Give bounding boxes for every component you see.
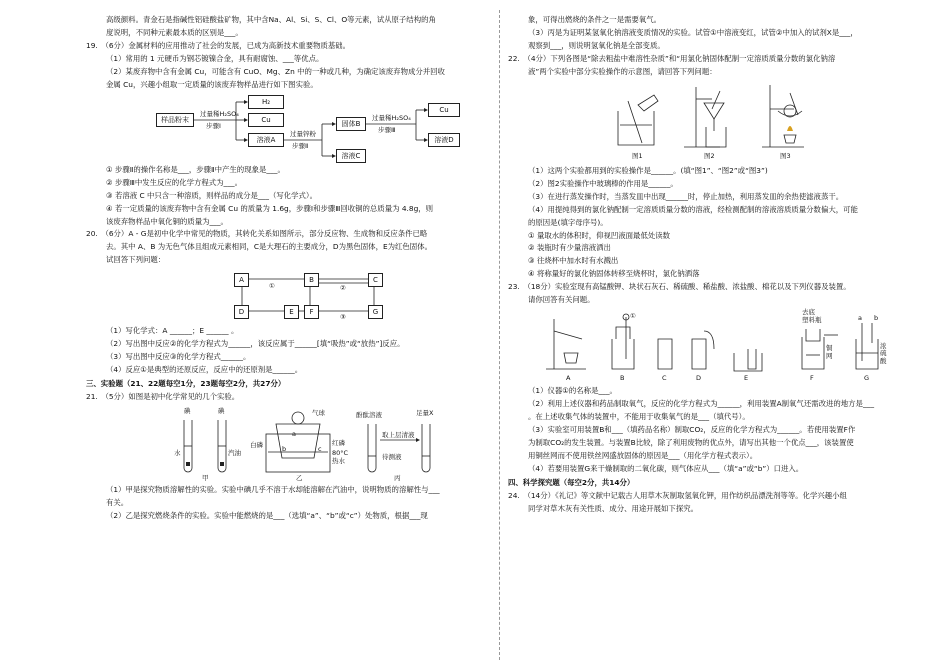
device-d-label: D [696, 374, 702, 383]
device-g-label: G [864, 374, 870, 383]
text-line: 去。其中 A、B 为无色气体且组成元素相同，C是大理石的主要成分，D为黑色固体，E为红色固体。 [106, 242, 432, 252]
text-line: ④ 若一定质量的该废弃物中含有金属 Cu 的质量为 1.6g，步骤Ⅰ和步骤Ⅲ回收铜的总质量为 4.8g，则 [106, 203, 434, 213]
box-e: E [284, 305, 299, 319]
figure-label-bing: 丙 [394, 474, 401, 483]
text-line: ③ 若溶液 C 中只含一种溶质，则样品的成分是___（写化学式）。 [106, 190, 317, 200]
acid-label: 过量稀H₂SO₄ [372, 113, 411, 122]
port-a-label: a [858, 314, 862, 323]
device-e-label: E [744, 374, 749, 383]
column-divider [499, 10, 500, 660]
step-label: 步骤Ⅰ [206, 121, 221, 130]
solution-c-box: 溶液C [336, 149, 366, 163]
hot-water-label: 80°C 热水 [332, 449, 349, 465]
option-line: ④ 将称量好的氯化钠固体转移至烧杯时，氯化钠洒落 [528, 269, 700, 279]
q20-relation-diagram [86, 269, 490, 323]
box-d: D [234, 305, 249, 319]
text-line: 为制取CO₂的发生装置。与装置B比较，除了利用废物的优点外，请写出其他一个优点___，该装置使 [528, 438, 854, 448]
text-line: 该废弃物样品中氧化铜的质量为___。 [106, 216, 228, 226]
text-line: （2）乙是探究燃烧条件的实验。实验中能燃烧的是___（选填“a”、“b”或“c”）处物质，根据___现 [106, 510, 428, 520]
experiment-drawings [86, 406, 490, 482]
box-g: G [368, 305, 383, 319]
step-label: 步骤Ⅱ [292, 141, 309, 150]
q19-flow-chart [86, 94, 490, 162]
figure-label-yi: 乙 [296, 474, 303, 483]
box-b: B [304, 273, 319, 287]
apparatus-drawings [508, 309, 908, 383]
section-3-heading: 三、实验题（21、22题每空1分，23题每空2分，共27分） [86, 379, 286, 389]
figure-1-label: 图1 [632, 151, 643, 160]
text-line: （3）写出图中反应③的化学方程式______。 [106, 352, 251, 362]
text-line: （2）某废弃物中含有金属 Cu，可能含有 CuO、Mg、Zn 中的一种或几种，为确定该废弃物成分并回收 [106, 66, 445, 76]
text-line: （2）图2实验操作中玻璃棒的作用是______。 [528, 178, 678, 188]
cu-box: Cu [248, 113, 284, 127]
sample-box: 样品粉末 [156, 113, 194, 127]
port-b-label: b [874, 314, 879, 323]
solid-b-box: 固体B [336, 117, 366, 131]
water-label: 水 [174, 449, 181, 458]
mark-b: b [282, 445, 287, 454]
text-line: （3）丙是为证明某氢氧化钠溶液变质情况的实验。试管①中溶液变红，试管②中加入的试剂X是___， [528, 27, 858, 37]
cu-box: Cu [428, 103, 460, 117]
mark-c: c [318, 445, 322, 454]
take-clear-label: 取上层清液 [382, 431, 415, 440]
sulfuric-acid-label: 浓 硫 酸 [880, 342, 887, 365]
section-4-heading: 四、科学探究题（每空2分，共14分） [508, 477, 635, 487]
text-line: （1）仪器①的名称是___。 [528, 386, 617, 396]
text-line: 观察到___，则说明氢氧化钠是全部变质。 [528, 40, 665, 50]
phenolphthalein-label: 酚酞溶液 [356, 411, 382, 420]
q21-figure [86, 406, 490, 482]
solution-a-box: 溶液A [248, 133, 284, 147]
text-line: 有关。 [106, 498, 129, 508]
test-liquid-label: 待测液 [382, 453, 402, 462]
question-19-head: 19. （6分）金属材料的应用推动了社会的发展，已成为高新技术重要物质基础。 [86, 40, 351, 50]
question-24-head: 24. （14分）《礼记》等文献中记载古人用草木灰制取氢氧化钾，用作纺织品漂洗剂等等。化学兴趣小组 [508, 490, 847, 500]
text-line: 金属 Cu，兴趣小组取一定质量的该废弃物样品进行如下图实验。 [106, 79, 318, 89]
text-line: （3）在进行蒸发操作时，当蒸发皿中出现______时，停止加热，利用蒸发皿的余热使滤液蒸干。 [528, 191, 844, 201]
question-23-head: 23. （18分）实验室现有高锰酸钾、块状石灰石、稀硫酸、稀盐酸、浓盐酸、棉花以及下列仪器及装置。 [508, 282, 851, 292]
text-line: ② 步骤Ⅲ中发生反应的化学方程式为___。 [106, 177, 243, 187]
reaction-mark: ① [269, 282, 275, 291]
text-line: 请你回答有关问题。 [528, 295, 595, 305]
text-line: （4）若要用装置G来干燥制取的二氧化碳，则气体应从___（填“a”或“b”）口进入。 [528, 463, 804, 473]
text-line: ① 步骤Ⅱ的操作名称是___，步骤Ⅱ中产生的现象是___。 [106, 164, 285, 174]
q23-apparatus [508, 309, 908, 383]
zinc-label: 过量锌粉 [290, 129, 316, 138]
text-line: （1）常用的 1 元硬币为钢芯镀镍合金，具有耐腐蚀、___等优点。 [106, 53, 324, 63]
reagent-x-label: 足量X [416, 409, 434, 418]
option-line: ① 量取水的体积时，仰视凹液面最低处读数 [528, 230, 671, 240]
h2-box: H₂ [248, 95, 284, 109]
text-line: 试回答下列问题： [106, 255, 166, 265]
text-line: 度说明，不同种元素最本质的区别是___。 [106, 27, 243, 37]
text-line: 同学对草木灰有关性质、成分、用途开展如下探究。 [528, 503, 698, 513]
question-20-head: 20. （6分）A - G是初中化学中常见的物质，其转化关系如图所示，部分反应物、生成物和反应条件已略 [86, 229, 428, 239]
balloon-label: 气球 [312, 409, 325, 418]
text-line: （1）这两个实验都用到的实验操作是______。(填“图1”、“图2”或“图3”) [528, 165, 768, 175]
lab-operation-drawings [508, 81, 908, 163]
step-label: 步骤Ⅲ [378, 125, 396, 134]
figure-label-jia: 甲 [202, 474, 209, 483]
figure-2-label: 图2 [704, 151, 715, 160]
left-column [86, 14, 490, 523]
device-b-label: B [620, 374, 625, 383]
device-c-label: C [662, 374, 667, 383]
box-c: C [368, 273, 383, 287]
reaction-mark: ② [340, 284, 346, 293]
instrument-1-mark: ① [630, 312, 636, 321]
reaction-mark: ③ [340, 313, 346, 322]
q22-figures [508, 81, 908, 163]
box-a: A [234, 273, 249, 287]
question-21-head: 21. （5分）如图是初中化学常见的几个实验。 [86, 392, 240, 402]
text-line: 高级颜料。青金石是指碱性铝硅酸盐矿物，其中含Na、Al、Si、S、Cl、O等元素，试从原子结构的角 [106, 15, 436, 24]
text-line: （1）写化学式：A ______；E ______ 。 [106, 326, 239, 336]
text-line: （1）甲是探究物质溶解性的实验。实验中碘几乎不溶于水却能溶解在汽油中，说明物质的溶解性与___ [106, 485, 440, 495]
option-line: ② 装瓶时有少量溶液洒出 [528, 243, 611, 253]
iodine-label: 碘 [218, 407, 225, 416]
mark-a: a [292, 430, 296, 439]
text-line: （4）用提纯得到的氯化钠配制一定溶质质量分数的溶液，经检测配制的溶液溶质质量分数偏大，可能 [528, 204, 858, 214]
text-line: （2）利用上述仪器和药品制取氧气，反应的化学方程式为______，利用装置A制氧气还需改进的地方是___ [528, 399, 875, 409]
text-line: （3）实验室可用装置B和___（填药品名称）制取CO₂，反应的化学方程式为______。若使用装置F作 [528, 425, 856, 435]
text-line: 象，可得出燃烧的条件之一是需要氧气。 [528, 15, 662, 24]
figure-3-label: 图3 [780, 151, 791, 160]
copper-mesh-label: 铜 网 [826, 344, 833, 361]
device-f-label: F [810, 374, 814, 383]
red-phosphorus-label: 红磷 [332, 439, 345, 448]
text-line: 用铜丝网而不使用铁丝网盛放固体的原因是___（用化学方程式表示）。 [528, 451, 758, 461]
text-line: （2）写出图中反应②的化学方程式为______，该反应属于______[填“吸热”或“放热”]反应。 [106, 339, 405, 349]
option-line: ③ 往烧杯中加水时有水溅出 [528, 256, 619, 266]
gasoline-label: 汽油 [228, 449, 241, 458]
question-22-head: 22. （4分）下列各图是“除去粗盐中难溶性杂质”和“用氯化钠固体配制一定溶质质量分数的氯化钠溶 [508, 53, 836, 63]
bottle-label: 去底 塑料瓶 [802, 308, 822, 325]
acid-label: 过量稀H₂SO₄ [200, 109, 239, 118]
text-line: （4）反应①是典型的还原反应，反应中的还原剂是______。 [106, 365, 303, 375]
box-f: F [304, 305, 319, 319]
text-line: 液”两个实验中部分实验操作的示意图，请回答下列问题： [528, 66, 717, 76]
text-line: 。在上述收集气体的装置中，不能用于收集氧气的是___（填代号）。 [528, 412, 750, 422]
right-column [508, 14, 908, 516]
device-a-label: A [566, 374, 571, 383]
text-line: 的原因是(填字母序号)。 [528, 217, 608, 227]
iodine-label: 碘 [184, 407, 191, 416]
solution-d-box: 溶液D [428, 133, 460, 147]
white-phosphorus-label: 白磷 [250, 441, 263, 450]
